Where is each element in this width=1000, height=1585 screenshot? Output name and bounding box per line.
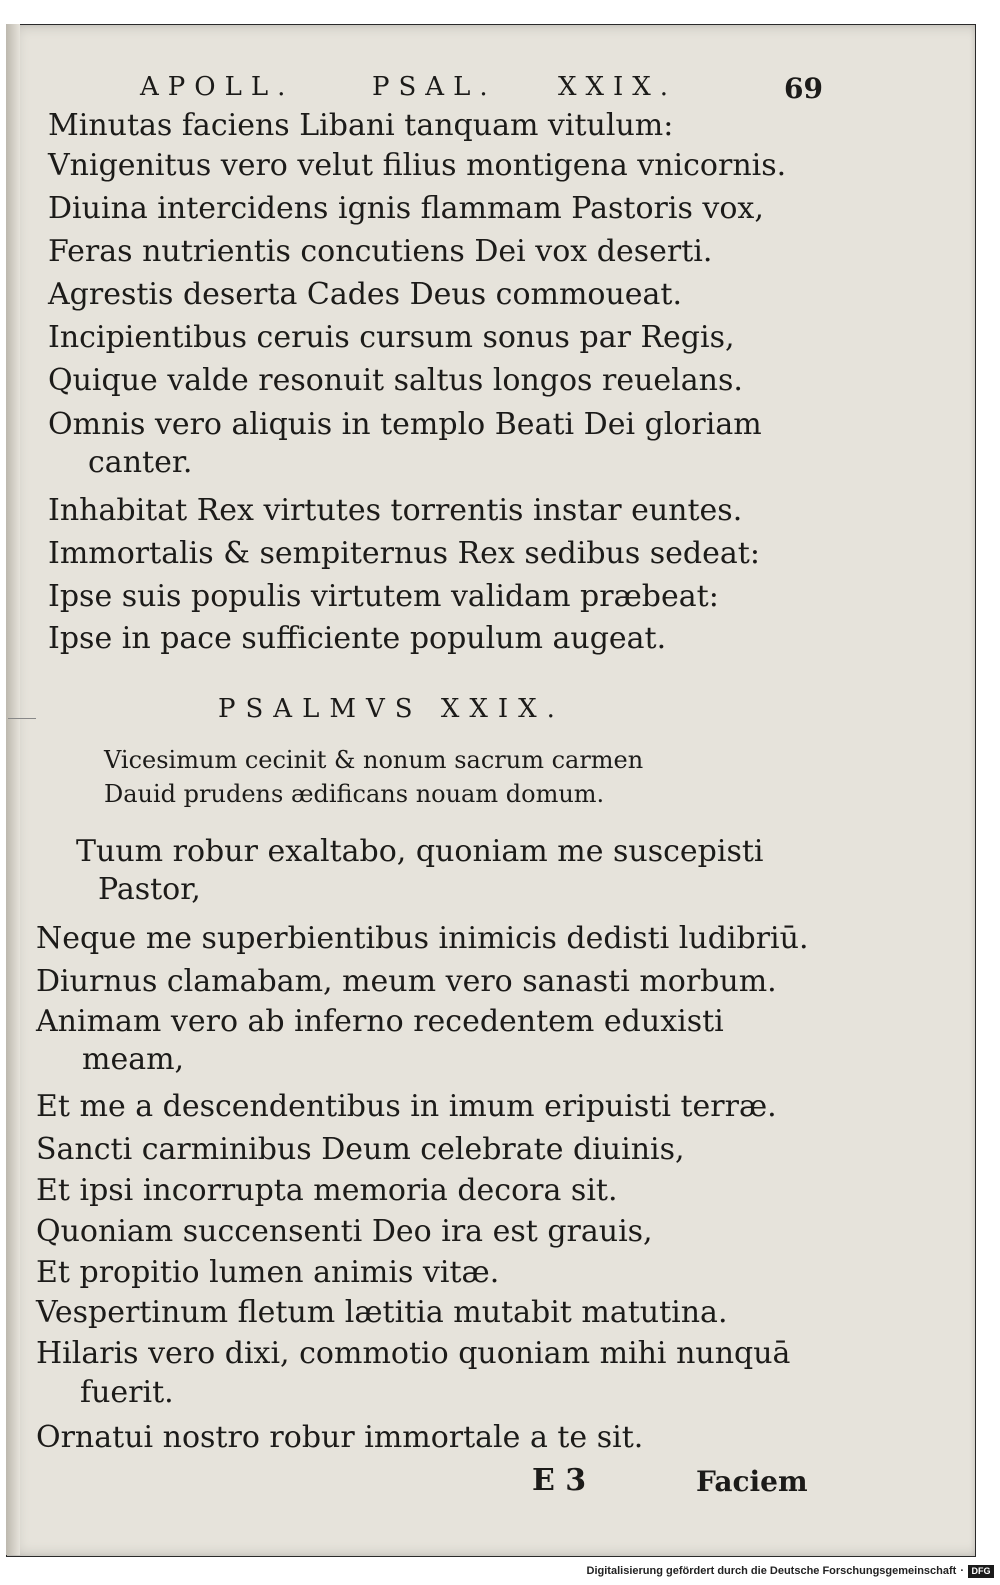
- verse-line-continuation: fuerit.: [80, 1375, 174, 1410]
- verse-line: Minutas faciens Libani tanquam vitulum:: [48, 108, 674, 143]
- verse-line: Omnis vero aliquis in templo Beati Dei gloriam: [48, 407, 762, 442]
- verse-line: Immortalis & sempiternus Rex sedibus sedeat:: [48, 536, 760, 571]
- catchword: Faciem: [696, 1465, 808, 1498]
- page-gutter-shadow: [6, 24, 20, 1555]
- verse-line: Vnigenitus vero velut filius montigena vnicornis.: [48, 148, 787, 183]
- verse-line-continuation: canter.: [88, 445, 193, 480]
- verse-line: Ornatui nostro robur immortale a te sit.: [36, 1420, 644, 1455]
- verse-line: Agrestis deserta Cades Deus commoueat.: [48, 277, 683, 312]
- running-head-right: XXIX.: [558, 72, 678, 102]
- verse-line: Vespertinum fletum lætitia mutabit matutina.: [36, 1295, 728, 1330]
- signature-mark: E 3: [532, 1463, 587, 1498]
- verse-line: Diurnus clamabam, meum vero sanasti morbum.: [36, 964, 777, 999]
- verse-line: Animam vero ab inferno recedentem eduxisti: [36, 1004, 724, 1039]
- running-head-left: APOLL.: [140, 72, 295, 102]
- verse-line: Quique valde resonuit saltus longos reuelans.: [48, 363, 743, 398]
- psalm-heading: PSALMVS XXIX.: [218, 694, 565, 724]
- verse-line: Incipientibus ceruis cursum sonus par Regis,: [48, 320, 735, 355]
- verse-line: Hilaris vero dixi, commotio quoniam mihi nunquā: [36, 1336, 791, 1371]
- verse-line-continuation: Pastor,: [98, 872, 201, 907]
- verse-line: Ipse suis populis virtutem validam præbeat:: [48, 579, 719, 614]
- verse-line: Et propitio lumen animis vitæ.: [36, 1255, 500, 1290]
- running-head-middle: PSAL.: [372, 72, 497, 102]
- verse-line: Neque me superbientibus inimicis dedisti ludibriū.: [36, 921, 809, 956]
- verse-line: Inhabitat Rex virtutes torrentis instar euntes.: [48, 493, 743, 528]
- dfg-logo: DFG: [968, 1565, 994, 1578]
- digitization-footer: Digitalisierung gefördert durch die Deutsche Forschungsgemeinschaft · DFG: [587, 1561, 994, 1581]
- verse-line: Diuina intercidens ignis flammam Pastoris vox,: [48, 191, 764, 226]
- verse-line-continuation: meam,: [82, 1042, 185, 1077]
- verse-line: Et me a descendentibus in imum eripuisti terræ.: [36, 1089, 777, 1124]
- verse-line: Ipse in pace sufficiente populum augeat.: [48, 621, 667, 656]
- argument-line: Dauid prudens ædificans nouam domum.: [104, 780, 605, 808]
- footer-text: Digitalisierung gefördert durch die Deutsche Forschungsgemeinschaft: [586, 1565, 957, 1577]
- verse-line: Et ipsi incorrupta memoria decora sit.: [36, 1173, 618, 1208]
- page-number: 69: [784, 72, 823, 105]
- verse-line: Feras nutrientis concutiens Dei vox deserti.: [48, 234, 713, 269]
- margin-mark: [8, 718, 36, 719]
- argument-line: Vicesimum cecinit & nonum sacrum carmen: [104, 746, 644, 774]
- verse-line: Sancti carminibus Deum celebrate diuinis,: [36, 1132, 685, 1167]
- verse-line: Tuum robur exaltabo, quoniam me suscepisti: [76, 834, 764, 869]
- verse-line: Quoniam succensenti Deo ira est grauis,: [36, 1214, 653, 1249]
